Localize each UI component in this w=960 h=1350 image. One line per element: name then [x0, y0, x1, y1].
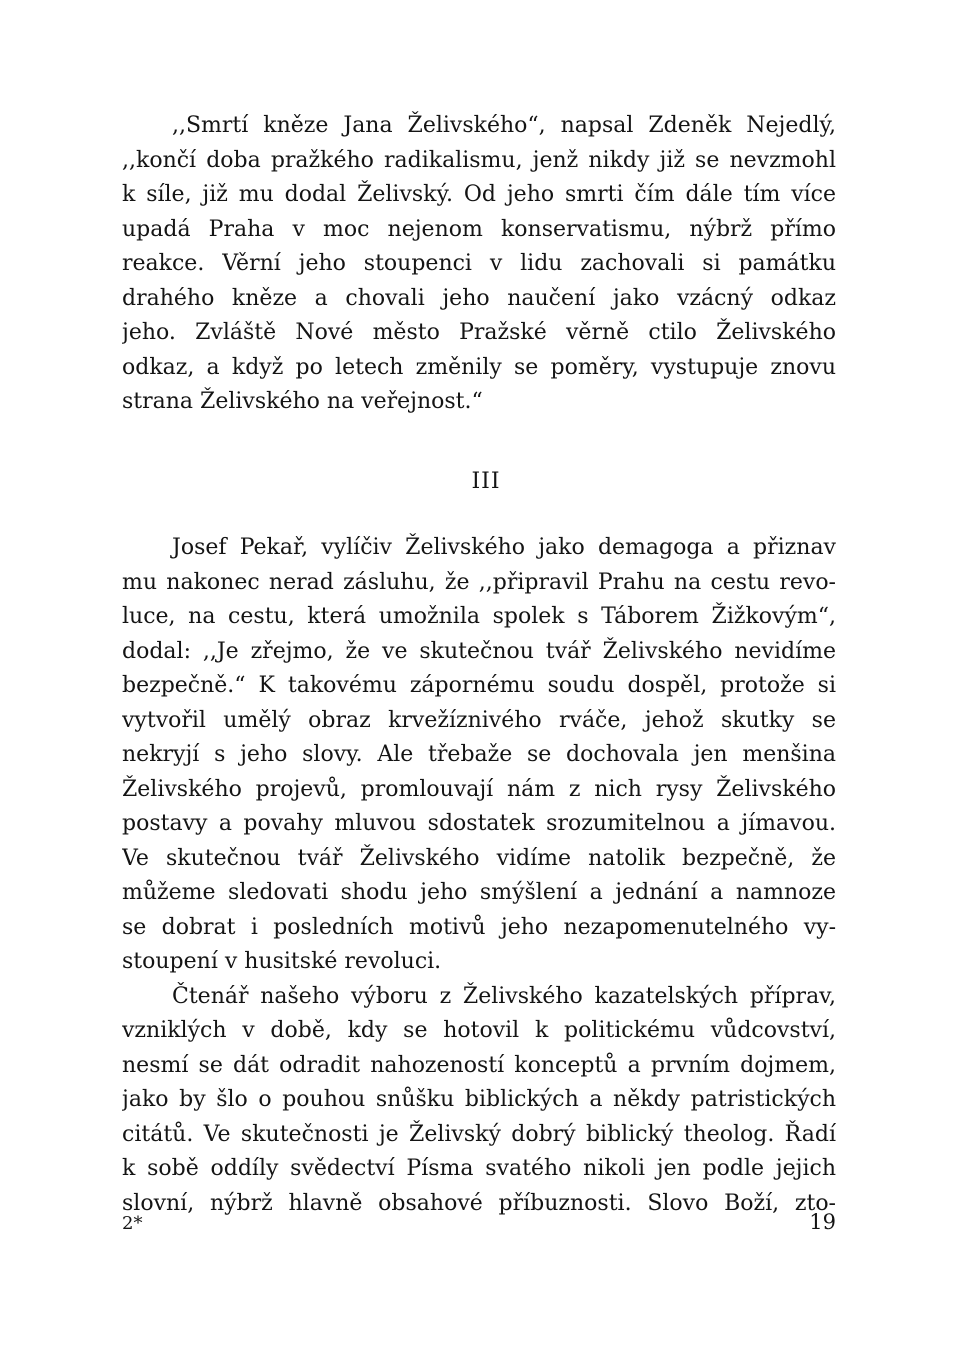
text-line: ,,Smrtí kněze Jana Želivského“, napsal Zdeněk Nejedlý,	[172, 113, 836, 138]
paragraph-body	[122, 531, 836, 1221]
section-heading: III	[471, 469, 501, 494]
text-line: postavy a povahy mluvou sdostatek srozumitelnou a jímavou.	[122, 811, 836, 836]
text-line: strana Želivského na veřejnost.“	[122, 389, 483, 414]
text-line: jeho. Zvláště Nové město Pražské věrně ctilo Želivského	[122, 320, 836, 345]
text-line: dodal: ,,Je zřejmo, že ve skutečnou tvář Želivského nevidíme	[122, 638, 836, 664]
text-line: mu nakonec nerad zásluhu, že ,,připravil Prahu na cestu revo-	[122, 569, 836, 595]
page-number: 19	[809, 1210, 836, 1234]
text-line: reakce. Věrní jeho stoupenci v lidu zachovali si památku	[122, 251, 836, 276]
text-line: citátů. Ve skutečnosti je Želivský dobrý biblický theolog. Řadí	[122, 1121, 836, 1147]
text-line: Josef Pekař, vylíčiv Želivského jako demagoga a přiznav	[172, 535, 836, 560]
paragraph-quote	[122, 109, 836, 420]
text-line: vytvořil umělý obraz krvežíznivého rváče, jehož skutky se	[122, 707, 836, 733]
text-line: stoupení v husitské revoluci.	[122, 949, 442, 974]
text-line: nekryjí s jeho slovy. Ale třebaže se dochovala jen menšina	[122, 742, 836, 767]
text-line: ,,končí doba pražkého radikalismu, jenž nikdy již se nevzmohl	[122, 147, 836, 173]
text-line: drahého kněze a chovali jeho naučení jako vzácný odkaz	[122, 285, 836, 311]
text-line: slovní, nýbrž hlavně obsahové příbuznosti. Slovo Boží, zto-	[122, 1190, 836, 1216]
text-line: upadá Praha v moc nejenom konservatismu, nýbrž přímo	[122, 216, 836, 242]
text-line: Ve skutečnou tvář Želivského vidíme natolik bezpečně, že	[122, 845, 836, 871]
text-line: nesmí se dát odradit nahozeností konceptů a prvním dojmem,	[122, 1052, 836, 1078]
text-line: k sobě oddíly svědectví Písma svatého nikoli jen podle jejich	[122, 1156, 836, 1181]
text-line: odkaz, a když po letech změnily se poměry, vystupuje znovu	[122, 354, 836, 380]
text-line: Želivského projevů, promlouvají nám z nich rysy Želivského	[122, 776, 836, 802]
text-line: se dobrat i posledních motivů jeho nezapomenutelného vy-	[122, 914, 836, 940]
text-line: vzniklých v době, kdy se hotovil k politickému vůdcovství,	[122, 1018, 836, 1043]
text-line: můžeme sledovati shodu jeho smýšlení a jednání a namnoze	[122, 880, 836, 905]
text-line: Čtenář našeho výboru z Želivského kazatelských příprav,	[172, 983, 836, 1009]
signature-mark: 2*	[122, 1213, 143, 1234]
text-line: bezpečně.“ K takovému zápornému soudu dospěl, protože si	[122, 673, 836, 698]
text-line: jako by šlo o pouhou snůšku biblických a někdy patristických	[122, 1087, 836, 1112]
text-line: luce, na cestu, která umožnila spolek s Táborem Žižkovým“,	[122, 604, 836, 629]
text-line: k síle, již mu dodal Želivský. Od jeho smrti čím dále tím více	[122, 182, 836, 207]
